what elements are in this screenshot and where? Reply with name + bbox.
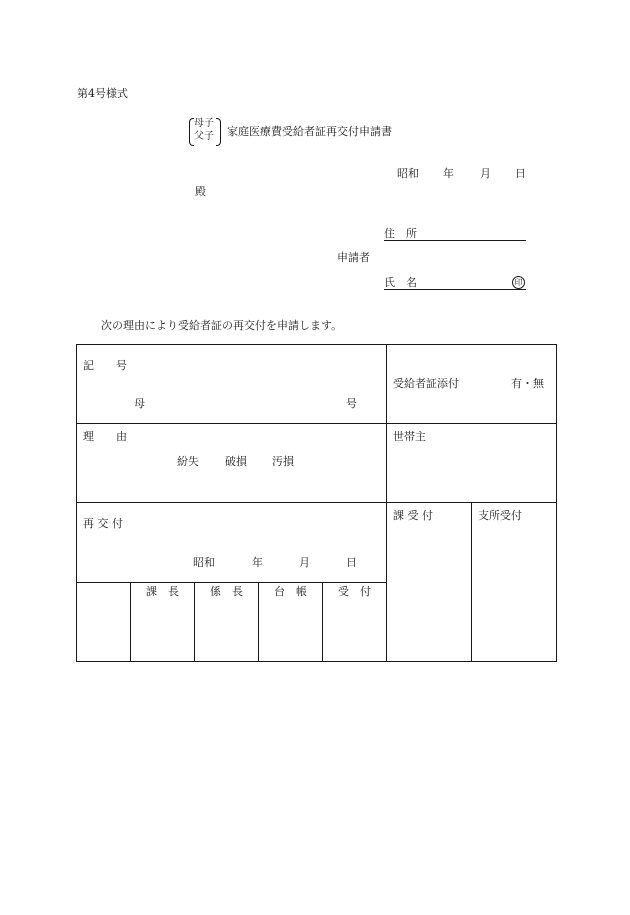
name-label: 氏 名 [384, 276, 417, 289]
date-month: 月 [480, 167, 491, 180]
title-stack-mother: 母子 [194, 118, 214, 129]
table-top-border [76, 344, 557, 345]
row-divider-3 [76, 582, 387, 583]
stamp-col-reception: 受 付 [338, 585, 371, 598]
stamp-divider-1 [130, 582, 131, 662]
stamp-divider-3 [258, 582, 259, 662]
table-center-divider [386, 344, 387, 662]
row-divider-1 [76, 423, 557, 424]
reissue-date-day: 日 [346, 556, 357, 569]
stamp-col-ledger: 台 帳 [274, 585, 307, 598]
title-stack-father: 父子 [194, 131, 214, 142]
applicant-label: 申請者 [337, 251, 370, 264]
reissue-date-month: 月 [299, 556, 310, 569]
reissue-date-era: 昭和 [193, 556, 215, 569]
stamp-divider-2 [194, 582, 195, 662]
row-divider-2 [76, 502, 557, 503]
title-bracket-right [216, 118, 221, 146]
stamp-col-subsection-chief: 係 長 [210, 585, 243, 598]
stamp-col-section-chief: 課 長 [146, 585, 179, 598]
symbol-label: 記 号 [83, 359, 127, 372]
section-receipt-label: 課 受 付 [393, 509, 433, 522]
intro-text: 次の理由により受給者証の再交付を申請します。 [101, 319, 343, 332]
stamp-divider-4 [322, 582, 323, 662]
table-right-border [556, 344, 557, 662]
address-underline [384, 240, 526, 241]
table-bottom-border [76, 661, 557, 662]
receipt-divider [471, 502, 472, 662]
attach-label: 受給者証添付 [393, 377, 459, 390]
number-label: 号 [346, 397, 357, 410]
mother-label: 母 [134, 397, 145, 410]
name-underline [384, 289, 526, 290]
branch-receipt-label: 支所受付 [478, 509, 522, 522]
attach-value: 有・無 [511, 377, 544, 390]
date-day: 日 [515, 167, 526, 180]
reason-soiled: 汚損 [272, 455, 294, 468]
reissue-label: 再 交 付 [83, 517, 123, 530]
addressee-honorific: 殿 [195, 185, 206, 198]
date-era: 昭和 [397, 167, 419, 180]
date-year: 年 [443, 167, 454, 180]
reason-label: 理 由 [83, 430, 127, 443]
table-left-border [76, 344, 77, 662]
reason-damaged: 破損 [225, 455, 247, 468]
form-number: 第4号様式 [77, 87, 128, 100]
form-title: 家庭医療費受給者証再交付申請書 [227, 125, 392, 138]
address-label: 住 所 [384, 227, 417, 240]
seal-mark: 印 [512, 276, 525, 289]
householder-label: 世帯主 [393, 430, 426, 443]
reason-lost: 紛失 [177, 455, 199, 468]
reissue-date-year: 年 [252, 556, 263, 569]
